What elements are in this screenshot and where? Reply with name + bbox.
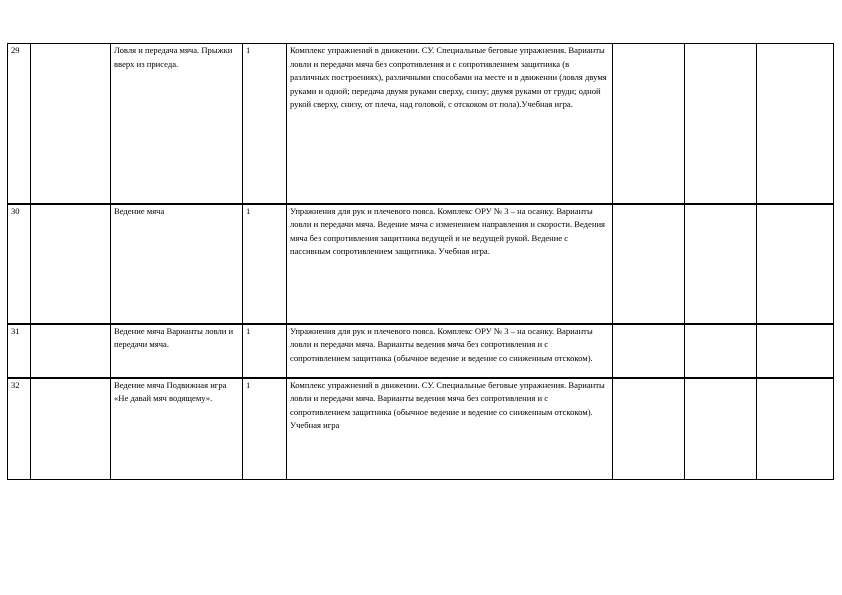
lesson-hours: 1 bbox=[243, 378, 287, 480]
lesson-topic: Ведение мяча Варианты ловли и передачи мяча. bbox=[111, 324, 243, 378]
empty-cell bbox=[757, 44, 834, 204]
lesson-content: Комплекс упражнений в движении. СУ. Специальные беговые упражнения. Варианты ловли и передачи мяча без сопротивления и с сопротивлением защитника (в различных построениях), различными способами на месте и в движении (ловля двумя руками и одной; передача двумя руками сверху, снизу; двумя руками от груди; одной рукой сверху, снизу, от плеча, над головой, с отскоком от пола).Учебная игра. bbox=[287, 44, 613, 204]
empty-cell bbox=[685, 204, 757, 324]
empty-cell bbox=[685, 44, 757, 204]
empty-cell bbox=[613, 324, 685, 378]
empty-cell bbox=[757, 204, 834, 324]
lesson-hours: 1 bbox=[243, 324, 287, 378]
empty-cell bbox=[757, 324, 834, 378]
lesson-content: Упражнения для рук и плечевого пояса. Комплекс ОРУ № 3 – на осанку. Варианты ловли и передачи мяча. Варианты ведения мяча без сопротивления и с сопротивлением защитника (обычное ведение и ведение со сниженным отскоком). bbox=[287, 324, 613, 378]
empty-cell bbox=[613, 44, 685, 204]
empty-cell bbox=[31, 44, 111, 204]
lesson-number: 32 bbox=[8, 378, 31, 480]
lesson-hours: 1 bbox=[243, 204, 287, 324]
lesson-number: 29 bbox=[8, 44, 31, 204]
empty-cell bbox=[613, 204, 685, 324]
empty-cell bbox=[685, 378, 757, 480]
lesson-topic: Ведение мяча bbox=[111, 204, 243, 324]
empty-cell bbox=[31, 324, 111, 378]
lesson-content: Комплекс упражнений в движении. СУ. Специальные беговые упражнения. Варианты ловли и передачи мяча. Варианты ведения мяча без сопротивления и с сопротивлением защитника (обычное ведение и ведение со сниженным отскоком). Учебная игра bbox=[287, 378, 613, 480]
table-row bbox=[8, 44, 834, 204]
lesson-topic: Ведение мяча Подвижная игра «Не давай мяч водящему». bbox=[111, 378, 243, 480]
empty-cell bbox=[757, 378, 834, 480]
lesson-content: Упражнения для рук и плечевого пояса. Комплекс ОРУ № 3 – на осанку. Варианты ловли и передачи мяча. Ведение мяча с изменением направления и скорости. Ведения мяча без сопротивления защитника ведущей и не ведущей рукой. Ведение с пассивным сопротивлением защитника. Учебная игра. bbox=[287, 204, 613, 324]
empty-cell bbox=[685, 324, 757, 378]
lesson-hours: 1 bbox=[243, 44, 287, 204]
table-row bbox=[8, 378, 834, 480]
lesson-number: 31 bbox=[8, 324, 31, 378]
table-row bbox=[8, 324, 834, 378]
lesson-topic: Ловля и передача мяча. Прыжки вверх из приседа. bbox=[111, 44, 243, 204]
empty-cell bbox=[31, 378, 111, 480]
lesson-number: 30 bbox=[8, 204, 31, 324]
empty-cell bbox=[31, 204, 111, 324]
table-row bbox=[8, 204, 834, 324]
lesson-plan-table bbox=[7, 43, 834, 480]
empty-cell bbox=[613, 378, 685, 480]
